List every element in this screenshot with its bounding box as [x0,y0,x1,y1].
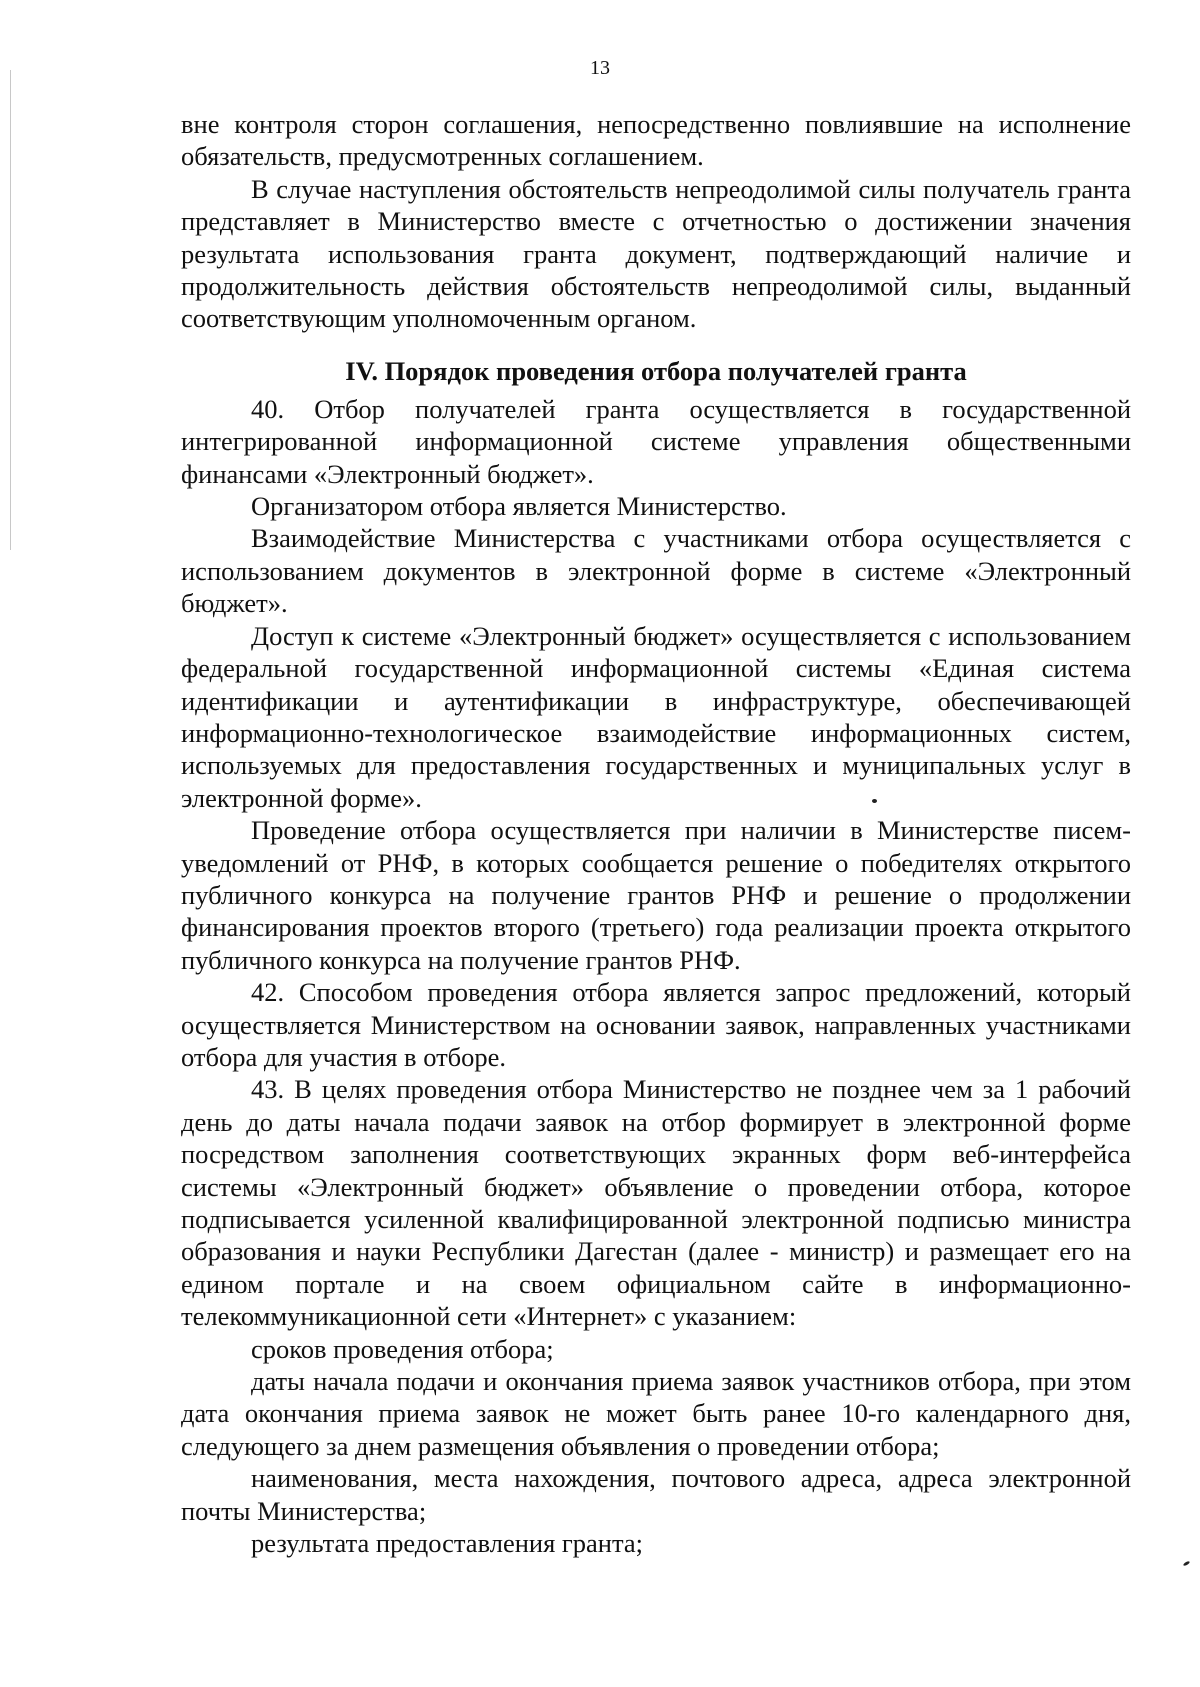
paragraph-conducting: Проведение отбора осуществляется при наличии в Министерстве писем-уведомлений от РНФ, в которых сообщается решение о победителях открытого публичного конкурса на получение грантов РНФ и решение о продолжении финансирования проектов второго (третьего) года реализации проекта открытого публичного конкурса на получение грантов РНФ. [181,815,1131,975]
paragraph-43: 43. В целях проведения отбора Министерство не позднее чем за 1 рабочий день до даты начала подачи заявок на отбор формирует в электронной форме посредством заполнения соответствующих экранных форм веб-интерфейса системы «Электронный бюджет» объявление о проведении отбора, которое подписывается усиленной квалифицированной электронной подписью министра образования и науки Республики Дагестан (далее - министр) и размещает его на едином портале и на своем официальном сайте в информационно-телекоммуникационной сети «Интернет» с указанием: [181,1074,1131,1332]
paragraph-organizer: Организатором отбора является Министерство. [251,491,787,522]
page-number: 13 [590,57,610,79]
section-heading: IV. Порядок проведения отбора получателей гранта [345,355,967,386]
paragraph-42: 42. Способом проведения отбора является запрос предложений, который осуществляется Министерством на основании заявок, направленных участниками отбора для участия в отборе. [181,977,1131,1072]
list-item-result: результата предоставления гранта; [251,1528,643,1559]
paragraph-interaction: Взаимодействие Министерства с участниками отбора осуществляется с использованием документов в электронной форме в системе «Электронный бюджет». [181,523,1131,619]
paragraph-force-majeure: В случае наступления обстоятельств непреодолимой силы получатель гранта представляет в Министерство вместе с отчетностью о достижении значения результата использования гранта документ, подтверждающий наличие и продолжительность действия обстоятельств непреодолимой силы, выданный соответствующим уполномоченным органом. [181,173,1131,334]
list-item-terms: сроков проведения отбора; [251,1333,554,1364]
paragraph-continuation: вне контроля сторон соглашения, непосредственно повлиявшие на исполнение обязательств, предусмотренных соглашением. [181,109,1131,172]
scan-speck [872,799,877,803]
list-item-name-address: наименования, места нахождения, почтового адреса, адреса электронной почты Министерства; [181,1463,1131,1526]
document-body [181,108,1131,1559]
paragraph-access: Доступ к системе «Электронный бюджет» осуществляется с использованием федеральной государственной информационной системы «Единая система идентификации и аутентификации в инфраструктуре, обеспечивающей информационно-технологическое взаимодействие информационных систем, используемых для предоставления государственных и муниципальных услуг в электронной форме». [181,620,1131,813]
scan-speck [1183,1560,1191,1566]
scan-edge-line [10,70,11,550]
paragraph-40: 40. Отбор получателей гранта осуществляется в государственной интегрированной информационной системе управления общественными финансами «Электронный бюджет». [181,393,1131,489]
list-item-dates: даты начала подачи и окончания приема заявок участников отбора, при этом дата окончания приема заявок не может быть ранее 10-го календарного дня, следующего за днем размещения объявления о проведении отбора; [181,1366,1131,1461]
